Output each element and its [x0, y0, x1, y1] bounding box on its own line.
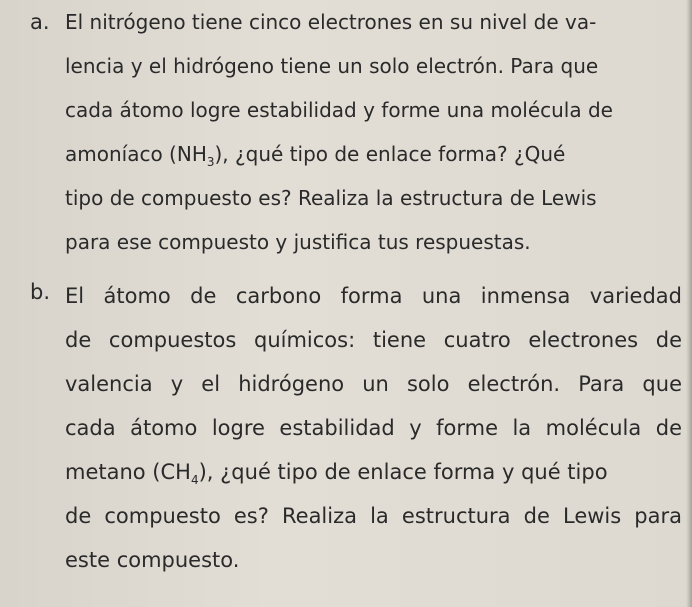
question-b-line-7: este compuesto. [65, 548, 240, 572]
question-a-line-2: lencia y el hidrógeno tiene un solo electrón. Para que [65, 54, 599, 78]
question-a-line-4-start: amoníaco (NH [65, 142, 207, 166]
question-b-line-5-end: ), ¿qué tipo de enlace forma y qué tipo [198, 460, 608, 484]
question-a-line-3: cada átomo logre estabilidad y forme una molécula de [65, 98, 613, 122]
question-a-line-4-end: ), ¿qué tipo de enlace forma? ¿Qué [214, 142, 566, 166]
question-b-letter: b. [30, 280, 51, 304]
ch4-subscript: 4 [190, 473, 199, 488]
question-b-line-6: de compuesto es? Realiza la estructura de Lewis para [65, 504, 682, 528]
question-b-line-5 [65, 458, 682, 486]
question-a-letter: a. [30, 10, 50, 34]
nh3-subscript: 3 [206, 155, 215, 169]
question-a-line-4 [65, 140, 682, 168]
page-edge-shadow [686, 0, 692, 607]
question-b-line-3: valencia y el hidrógeno un solo electrón. Para que [65, 372, 682, 396]
question-a-line-5: tipo de compuesto es? Realiza la estructura de Lewis [65, 186, 597, 210]
question-b-line-5-start: metano (CH [65, 460, 191, 484]
question-b-line-4: cada átomo logre estabilidad y forme la molécula de [65, 416, 682, 440]
question-b-line-2: de compuestos químicos: tiene cuatro electrones de [65, 328, 682, 352]
question-a-line-6: para ese compuesto y justifica tus respuestas. [65, 230, 531, 254]
question-a-line-1: El nitrógeno tiene cinco electrones en su nivel de va- [65, 10, 597, 34]
question-b-line-1: El átomo de carbono forma una inmensa variedad [65, 284, 682, 308]
